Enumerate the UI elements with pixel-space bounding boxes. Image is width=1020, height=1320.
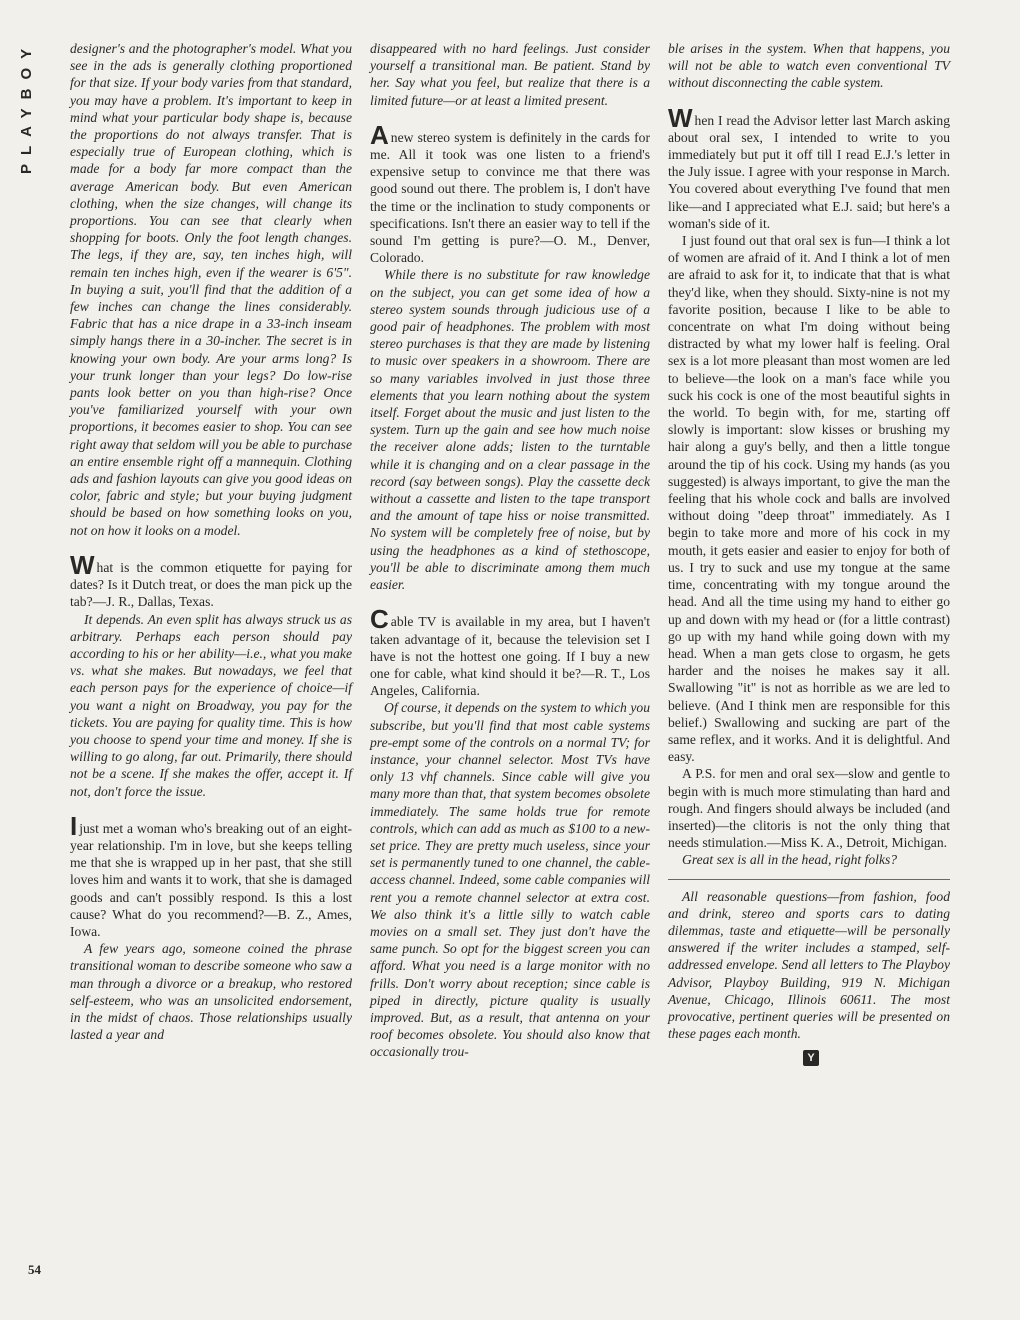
question-text: Anew stereo system is definitely in the cards for me. All it took was one listen to a friend's expensive setup to convince me that there was good sound out there. The problem is, I don't have the time or the inclination to study components or specifications. Isn't there an easier way to tell if the sound I'm getting is pure?—O. M., Denver, Colorado. xyxy=(370,119,650,266)
question-text: Cable TV is available in my area, but I haven't taken advantage of it, because the television set I have is not the hottest one going. If I buy a new one for cable, what kind should it be?—R. T., Los Angeles, California. xyxy=(370,604,650,699)
magazine-name: PLAYBOY xyxy=(18,40,35,175)
drop-cap: I xyxy=(70,810,78,841)
drop-cap: C xyxy=(370,604,389,635)
closing-note: All reasonable questions—from fashion, food and drink, stereo and sports cars to dating dilemmas, taste and etiquette—will be personally answered if the writer includes a stamped, self-addressed envelope. Send all letters to The Playboy Advisor, Playboy Building, 919 N. Michigan Avenue, Chicago, Illinois 60611. The most provocative, pertinent queries will be presented on these pages each month. xyxy=(668,888,950,1042)
question-text: When I read the Advisor letter last March asking about oral sex, I intended to write to you immediately but put it off till I read E.J.'s letter in the July issue. I agree with your response in March. You covered about everything I've found that men like—and I appreciated what E.J. said; but here's a woman's side of it. xyxy=(668,102,950,231)
answer-text: disappeared with no hard feelings. Just consider yourself a transitional man. Be patient. Stand by her. Say what you feel, but realize that there is a limited future—or at least a limited present. xyxy=(370,41,650,108)
answer-text: Of course, it depends on the system to which you subscribe, but you'll find that most cable systems pre-empt some of the controls on a normal TV; for instance, your channel selector. Most TVs have only 13 vhf channels. Since cable will give you many more than that, that system becomes obsolete immediately. The same holds true for remote controls, which can add as much as $100 to a new-set price. They are pretty much useless, since your set is permanently tuned to one channel, the cable-access channel. Indeed, some cable companies will rent you a remote channel selector at extra cost. We also think it's a little silly to watch cable movies on a small set. They just don't have the same punch. So opt for the biggest screen you can afford. What you need is a large monitor with no frills. Don't worry about reception; since cable is piped in directly, picture quality is usually improved. But, as a result, that antenna on your roof becomes obsolete. You should also know that occasionally trou- xyxy=(370,700,650,1060)
column-1 xyxy=(70,40,352,1043)
answer-text: While there is no substitute for raw knowledge on the subject, you can get some idea of how a stereo system sounds through judicious use of a good pair of headphones. The problem with most stereo purchases is that they are made by listening to music over speakers in a showroom. There are so many variables involved in just those three elements that you learn nothing about the system itself. Forget about the music and just listen to the system. Turn up the gain and see how much noise the receiver alone adds; listen to the turntable while it is changing and on a clear passage in the record (say between songs). Play the cassette deck without a cassette and listen to the tape transport and the amount of tape hiss or noise transmitted. No system will be completely free of noise, but by using the headphones as a kind of stethoscope, you'll be able to discriminate among them much easier. xyxy=(370,267,650,593)
question-text: Ijust met a woman who's breaking out of an eight-year relationship. I'm in love, but she keeps telling me that she is wrapped up in her past, that she still loves him and wants it to work, that she is damaged goods and can't possibly respond. Is this a lost cause? What do you recommend?—B. Z., Ames, Iowa. xyxy=(70,810,352,939)
answer-text: Great sex is all in the head, right folks? xyxy=(682,852,898,868)
drop-cap: W xyxy=(70,549,95,580)
answer-text: ble arises in the system. When that happens, you will not be able to watch even conventional TV without disconnecting the cable system. xyxy=(668,41,950,91)
answer-text: designer's and the photographer's model. What you see in the ads is generally clothing proportioned for that size. If your body varies from that standard, you may have a problem. It's important to keep in mind what your particular body shape is, because the proportions do not always transfer. That is especially true of European clothing, which is made for a body far more compact than the average American body. But even American clothing, when the size changes, will change its proportions. You can see that clearly when shopping for boots. Only the foot length changes. The legs, if they are, say, ten inches high, will remain ten inches high, even if the wearer is 6'5". In buying a suit, you'll find that the addition of a few inches can change the lines considerably. Fabric that has a nice drape in a 33-inch inseam simply hangs there in a 30-incher. The secret is in knowing your own body. Are your arms long? Is your trunk longer than your legs? Do low-rise pants look better on you than high-rise? Once you've familiarized yourself with your own proportions, it becomes easier to shop. You can see right away that seldom will you be able to purchase an entire ensemble right off a mannequin. Clothing ads and fashion layouts can give you good ideas on color, fabric and style; but your buying judgment should be based on how something looks on you, not on how it looks on a model. xyxy=(70,41,352,538)
question-text: I just found out that oral sex is fun—I think a lot of women are afraid of it. And I think a lot of men are afraid to ask for it, to indicate that that is what they'd like, when they should. Sixty-nine is not my favorite position, because I like to be able to concentrate on what I'm doing without being distracted by what my lower half is feeling. Oral sex is a lot more pleasant than most women are led to believe—the look on a man's face while you suck his cock is one of the most beautiful sights in the world. To begin with, for me, starting off slowly is important: slow kisses or brushing my hair along a guy's belly, and then a little tongue around the tip of his cock. Using my hands (as you suggested) is always important, to give the man the feeling that his whole cock and balls are involved without doing "deep throat" immediately. As I begin to take more and more of his cock in my mouth, it gets easier and easier to enjoy for both of us. I try to suck and use my tongue at the same time, concentrating with my tongue around the head. And all the time using my hand to either go up and down with my head or (for a little contrast) go up with my hand while going down with my head. When a man gets close to orgasm, he gets harder and the noises he makes say it all. Swallowing "it" is not as horrible as we are led to believe. (And I think men are responsible for this belief.) Swallowing and sucking are part of the same reflex, and it works. And it is delightful. And easy. xyxy=(668,233,950,765)
column-2 xyxy=(370,40,650,1061)
drop-cap: A xyxy=(370,119,389,150)
rabbit-logo-icon: Y xyxy=(803,1050,819,1066)
question-text: What is the common etiquette for paying for dates? Is it Dutch treat, or does the man pick up the tab?—J. R., Dallas, Texas. xyxy=(70,549,352,610)
answer-text: It depends. An even split has always struck us as arbitrary. Perhaps each person should pay according to his or her ability—i.e., what you make vs. what she makes. But nowadays, we feel that each person pays for the experience of choice—if you want a night on Broadway, you pay for the tickets. You are paying for quality time. This is how you choose to spend your time and money. If she is willing to go along, far out. Primarily, there should not be a scene. If she makes the offer, accept it. If not, don't force the issue. xyxy=(70,611,352,799)
divider xyxy=(668,879,950,880)
column-3 xyxy=(668,40,950,1066)
question-text: A P.S. for men and oral sex—slow and gentle to begin with is much more stimulating than hard and rough. And fingers should always be included (and inserted)—the clitoris is not the only thing that needs stimulation.—Miss K. A., Detroit, Michigan. xyxy=(668,766,950,851)
page-number: 54 xyxy=(28,1262,41,1277)
drop-cap: W xyxy=(668,102,693,133)
answer-text: A few years ago, someone coined the phrase transitional woman to describe someone who saw a man through a divorce or a breakup, who restored self-esteem, who was an unsolicited endorsement, in the midst of chaos. Those relationships usually lasted a year and xyxy=(70,941,352,1043)
